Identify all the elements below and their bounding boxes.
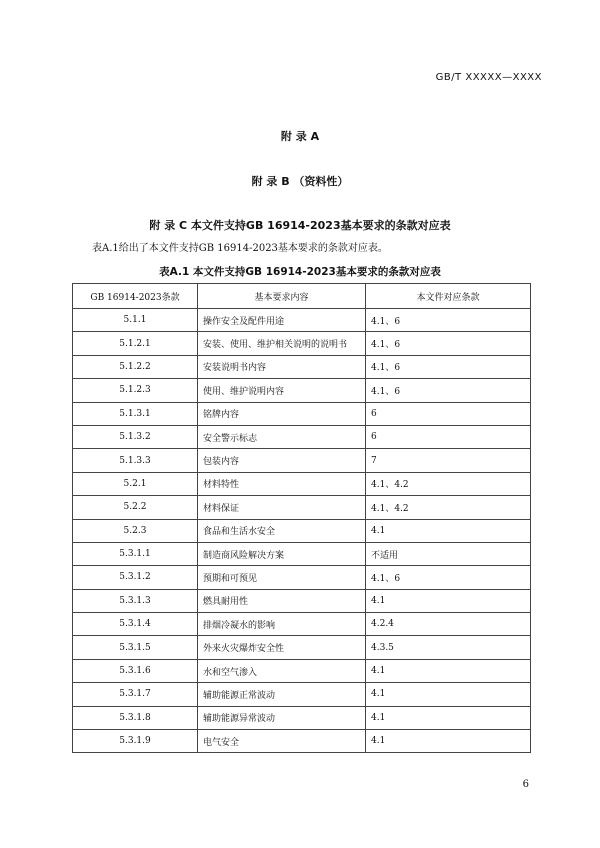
gb-clause-cell: 5.3.1.2 bbox=[73, 566, 198, 589]
gb-clause-cell: 5.1.3.2 bbox=[73, 425, 198, 448]
header-gb-clause: GB 16914-2023条款 bbox=[73, 284, 198, 309]
document-clause-cell: 4.1 bbox=[366, 730, 531, 753]
gb-clause-cell: 5.2.1 bbox=[73, 472, 198, 495]
table-row bbox=[73, 519, 531, 542]
requirement-content-cell: 安装、使用、维护相关说明的说明书 bbox=[198, 332, 366, 355]
document-clause-cell: 4.1 bbox=[366, 683, 531, 706]
intro-paragraph: 表A.1给出了本文件支持GB 16914-2023基本要求的条款对应表。 bbox=[92, 243, 388, 254]
requirement-content-cell: 辅助能源正常波动 bbox=[198, 683, 366, 706]
requirement-content-cell: 电气安全 bbox=[198, 730, 366, 753]
document-clause-cell: 6 bbox=[366, 402, 531, 425]
table-row bbox=[73, 496, 531, 519]
document-clause-cell: 4.1、6 bbox=[366, 566, 531, 589]
gb-clause-cell: 5.3.1.7 bbox=[73, 683, 198, 706]
table-row bbox=[73, 683, 531, 706]
table-header-row bbox=[73, 284, 531, 309]
requirement-content-cell: 铭牌内容 bbox=[198, 402, 366, 425]
table-row bbox=[73, 309, 531, 332]
document-clause-cell: 4.1、6 bbox=[366, 355, 531, 378]
table-row bbox=[73, 355, 531, 378]
requirement-content-cell: 水和空气渗入 bbox=[198, 659, 366, 682]
requirement-content-cell: 辅助能源异常波动 bbox=[198, 706, 366, 729]
gb-clause-cell: 5.3.1.6 bbox=[73, 659, 198, 682]
requirement-content-cell: 使用、维护说明内容 bbox=[198, 379, 366, 402]
requirement-content-cell: 材料保证 bbox=[198, 496, 366, 519]
table-row bbox=[73, 472, 531, 495]
table-row bbox=[73, 449, 531, 472]
gb-clause-cell: 5.1.3.1 bbox=[73, 402, 198, 425]
gb-clause-cell: 5.2.3 bbox=[73, 519, 198, 542]
gb-clause-cell: 5.1.1 bbox=[73, 309, 198, 332]
document-clause-cell: 4.2.4 bbox=[366, 613, 531, 636]
requirement-content-cell: 安全警示标志 bbox=[198, 425, 366, 448]
header-document-clause: 本文件对应条款 bbox=[366, 284, 531, 309]
requirement-content-cell: 燃具耐用性 bbox=[198, 589, 366, 612]
requirement-content-cell: 排烟冷凝水的影响 bbox=[198, 613, 366, 636]
document-clause-cell: 7 bbox=[366, 449, 531, 472]
table-row bbox=[73, 659, 531, 682]
gb-clause-cell: 5.2.2 bbox=[73, 496, 198, 519]
appendix-c-title: 附 录 C 本文件支持GB 16914-2023基本要求的条款对应表 bbox=[149, 219, 451, 232]
requirement-content-cell: 材料特性 bbox=[198, 472, 366, 495]
gb-clause-cell: 5.1.2.2 bbox=[73, 355, 198, 378]
requirement-content-cell: 外来火灾爆炸安全性 bbox=[198, 636, 366, 659]
document-clause-cell: 不适用 bbox=[366, 542, 531, 565]
document-clause-cell: 4.1、6 bbox=[366, 379, 531, 402]
document-clause-cell: 4.1、6 bbox=[366, 332, 531, 355]
requirement-content-cell: 预期和可预见 bbox=[198, 566, 366, 589]
document-clause-cell: 4.1 bbox=[366, 706, 531, 729]
requirement-content-cell: 安装说明书内容 bbox=[198, 355, 366, 378]
table-row bbox=[73, 566, 531, 589]
document-clause-cell: 4.1 bbox=[366, 659, 531, 682]
gb-clause-cell: 5.3.1.1 bbox=[73, 542, 198, 565]
gb-clause-cell: 5.3.1.5 bbox=[73, 636, 198, 659]
requirement-content-cell: 操作安全及配件用途 bbox=[198, 309, 366, 332]
document-clause-cell: 4.1 bbox=[366, 519, 531, 542]
gb-clause-cell: 5.1.3.3 bbox=[73, 449, 198, 472]
table-row bbox=[73, 542, 531, 565]
requirement-content-cell: 制造商风险解决方案 bbox=[198, 542, 366, 565]
document-code: GB/T XXXXX—XXXX bbox=[435, 72, 542, 83]
gb-clause-cell: 5.1.2.1 bbox=[73, 332, 198, 355]
table-row bbox=[73, 332, 531, 355]
table-row bbox=[73, 589, 531, 612]
table-row bbox=[73, 613, 531, 636]
table-title: 表A.1 本文件支持GB 16914-2023基本要求的条款对应表 bbox=[159, 266, 441, 278]
page-number: 6 bbox=[522, 779, 529, 790]
gb-clause-cell: 5.3.1.9 bbox=[73, 730, 198, 753]
gb-clause-cell: 5.3.1.3 bbox=[73, 589, 198, 612]
table-row bbox=[73, 402, 531, 425]
document-clause-cell: 4.1、4.2 bbox=[366, 472, 531, 495]
header-requirement-content: 基本要求内容 bbox=[198, 284, 366, 309]
document-clause-cell: 4.1、6 bbox=[366, 309, 531, 332]
gb-clause-cell: 5.1.2.3 bbox=[73, 379, 198, 402]
document-clause-cell: 4.1、4.2 bbox=[366, 496, 531, 519]
appendix-a-title: 附 录 A bbox=[280, 130, 320, 143]
document-clause-cell: 4.1 bbox=[366, 589, 531, 612]
table-row bbox=[73, 379, 531, 402]
table-row bbox=[73, 425, 531, 448]
table-row bbox=[73, 636, 531, 659]
requirement-content-cell: 包装内容 bbox=[198, 449, 366, 472]
table-row bbox=[73, 706, 531, 729]
gb-clause-cell: 5.3.1.4 bbox=[73, 613, 198, 636]
gb-clause-cell: 5.3.1.8 bbox=[73, 706, 198, 729]
table-row bbox=[73, 730, 531, 753]
document-clause-cell: 4.3.5 bbox=[366, 636, 531, 659]
document-clause-cell: 6 bbox=[366, 425, 531, 448]
clause-correspondence-table bbox=[72, 283, 531, 753]
requirement-content-cell: 食品和生活水安全 bbox=[198, 519, 366, 542]
appendix-b-title: 附 录 B （资料性） bbox=[251, 175, 349, 188]
